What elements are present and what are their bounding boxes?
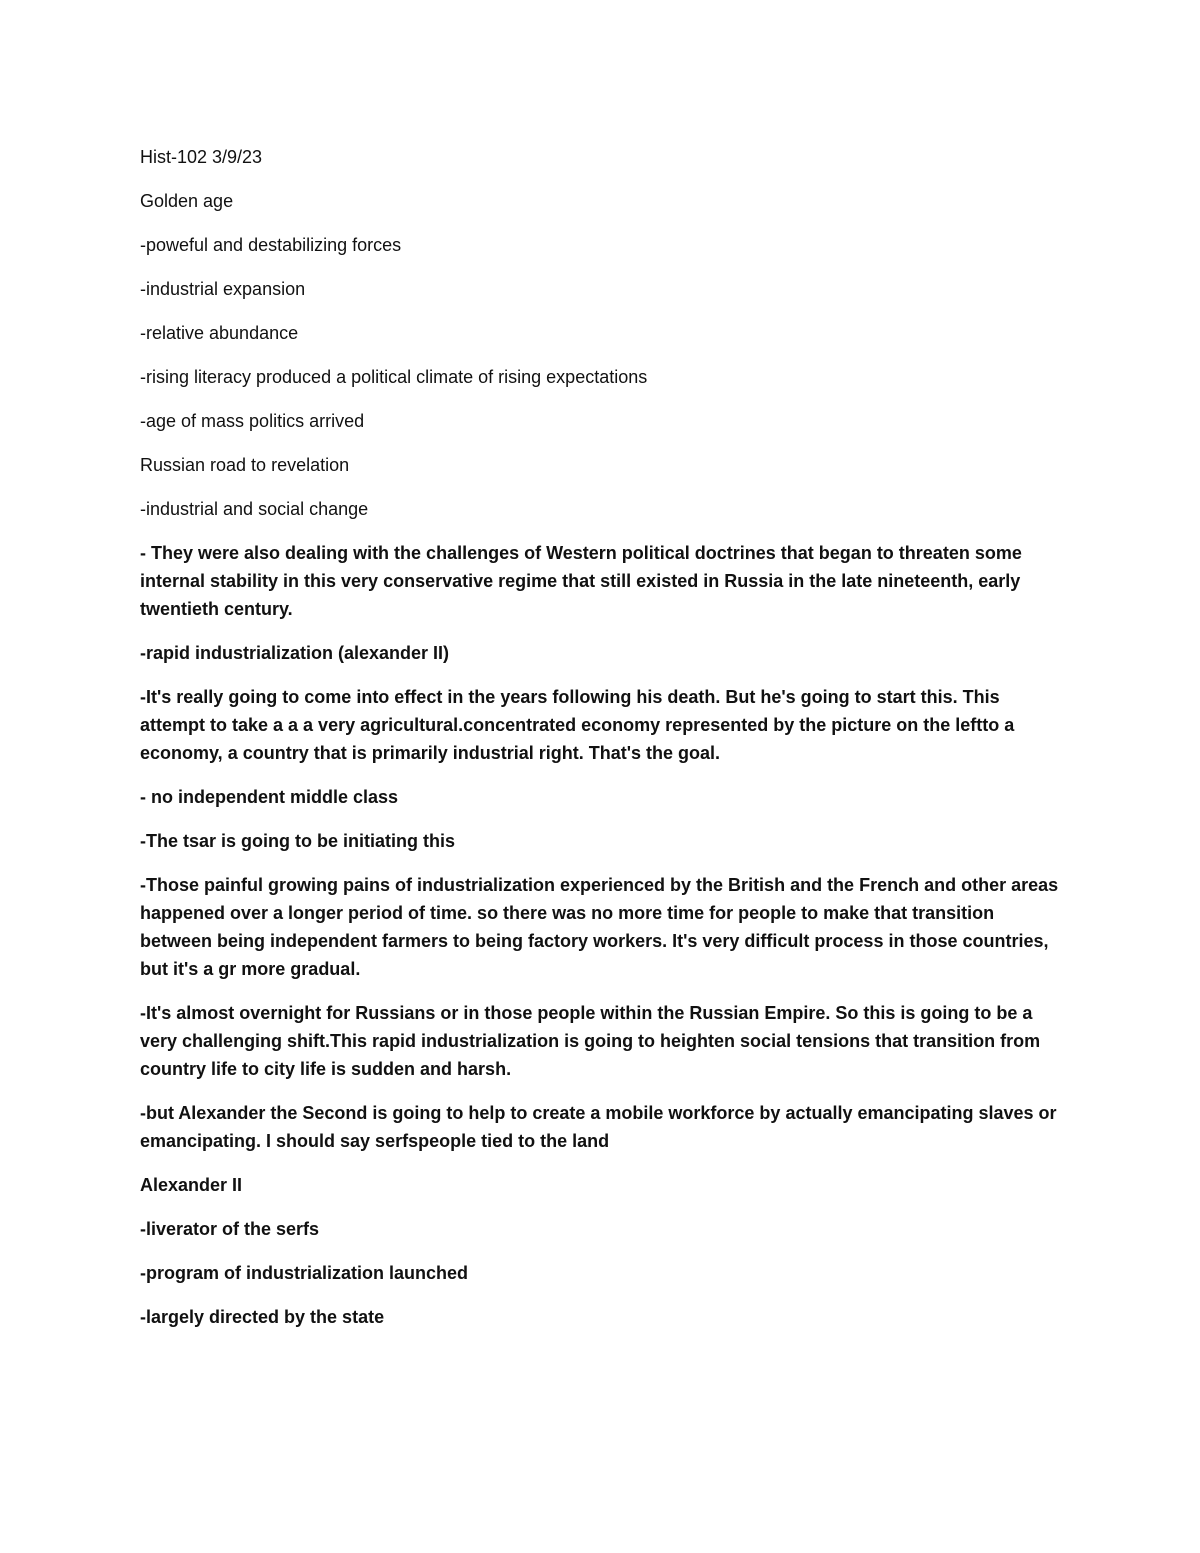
note-paragraph: -It's almost overnight for Russians or in those people within the Russian Empire. So this is going to be a very challenging shift.This rapid industrialization is going to heighten social tensions that transition from country life to city life is sudden and harsh. — [140, 1003, 1041, 1079]
note-line: -age of mass politics arrived — [140, 411, 365, 431]
note-paragraph: -It's really going to come into effect in the years following his death. But he's going to start this. This attempt to take a a a very agricultural.concentrated economy represented by the picture on the leftto a economy, a country that is primarily industrial right. That's the goal. — [140, 687, 1015, 763]
section-heading-russian-road: Russian road to revelation — [140, 455, 350, 475]
note-paragraph: - They were also dealing with the challenges of Western political doctrines that began to threaten some internal stability in this very conservative regime that still existed in Russia in the late nineteenth, early twentieth century. — [140, 543, 1022, 619]
note-line: -industrial and social change — [140, 499, 369, 519]
note-line: -poweful and destabilizing forces — [140, 235, 402, 255]
note-line: - no independent middle class — [140, 787, 399, 807]
note-line: -rapid industrialization (alexander II) — [140, 643, 450, 663]
note-line: -rising literacy produced a political climate of rising expectations — [140, 367, 648, 387]
note-paragraph: -but Alexander the Second is going to help to create a mobile workforce by actually emancipating slaves or emancipating. I should say serfspeople tied to the land — [140, 1103, 1057, 1151]
note-line: -program of industrialization launched — [140, 1263, 469, 1283]
note-line: -liverator of the serfs — [140, 1219, 320, 1239]
note-line: -industrial expansion — [140, 279, 306, 299]
document-body — [140, 143, 1065, 1347]
section-heading-golden-age: Golden age — [140, 191, 234, 211]
note-paragraph: -Those painful growing pains of industrialization experienced by the British and the French and other areas happened over a longer period of time. so there was no more time for people to make that transition between being independent farmers to being factory workers. It's very difficult process in those countries, but it's a gr more gradual. — [140, 875, 1059, 979]
note-header: Hist-102 3/9/23 — [140, 147, 263, 167]
note-line: -largely directed by the state — [140, 1307, 385, 1327]
section-heading-alexander-ii: Alexander II — [140, 1175, 243, 1195]
note-line: -relative abundance — [140, 323, 299, 343]
note-line: -The tsar is going to be initiating this — [140, 831, 455, 851]
